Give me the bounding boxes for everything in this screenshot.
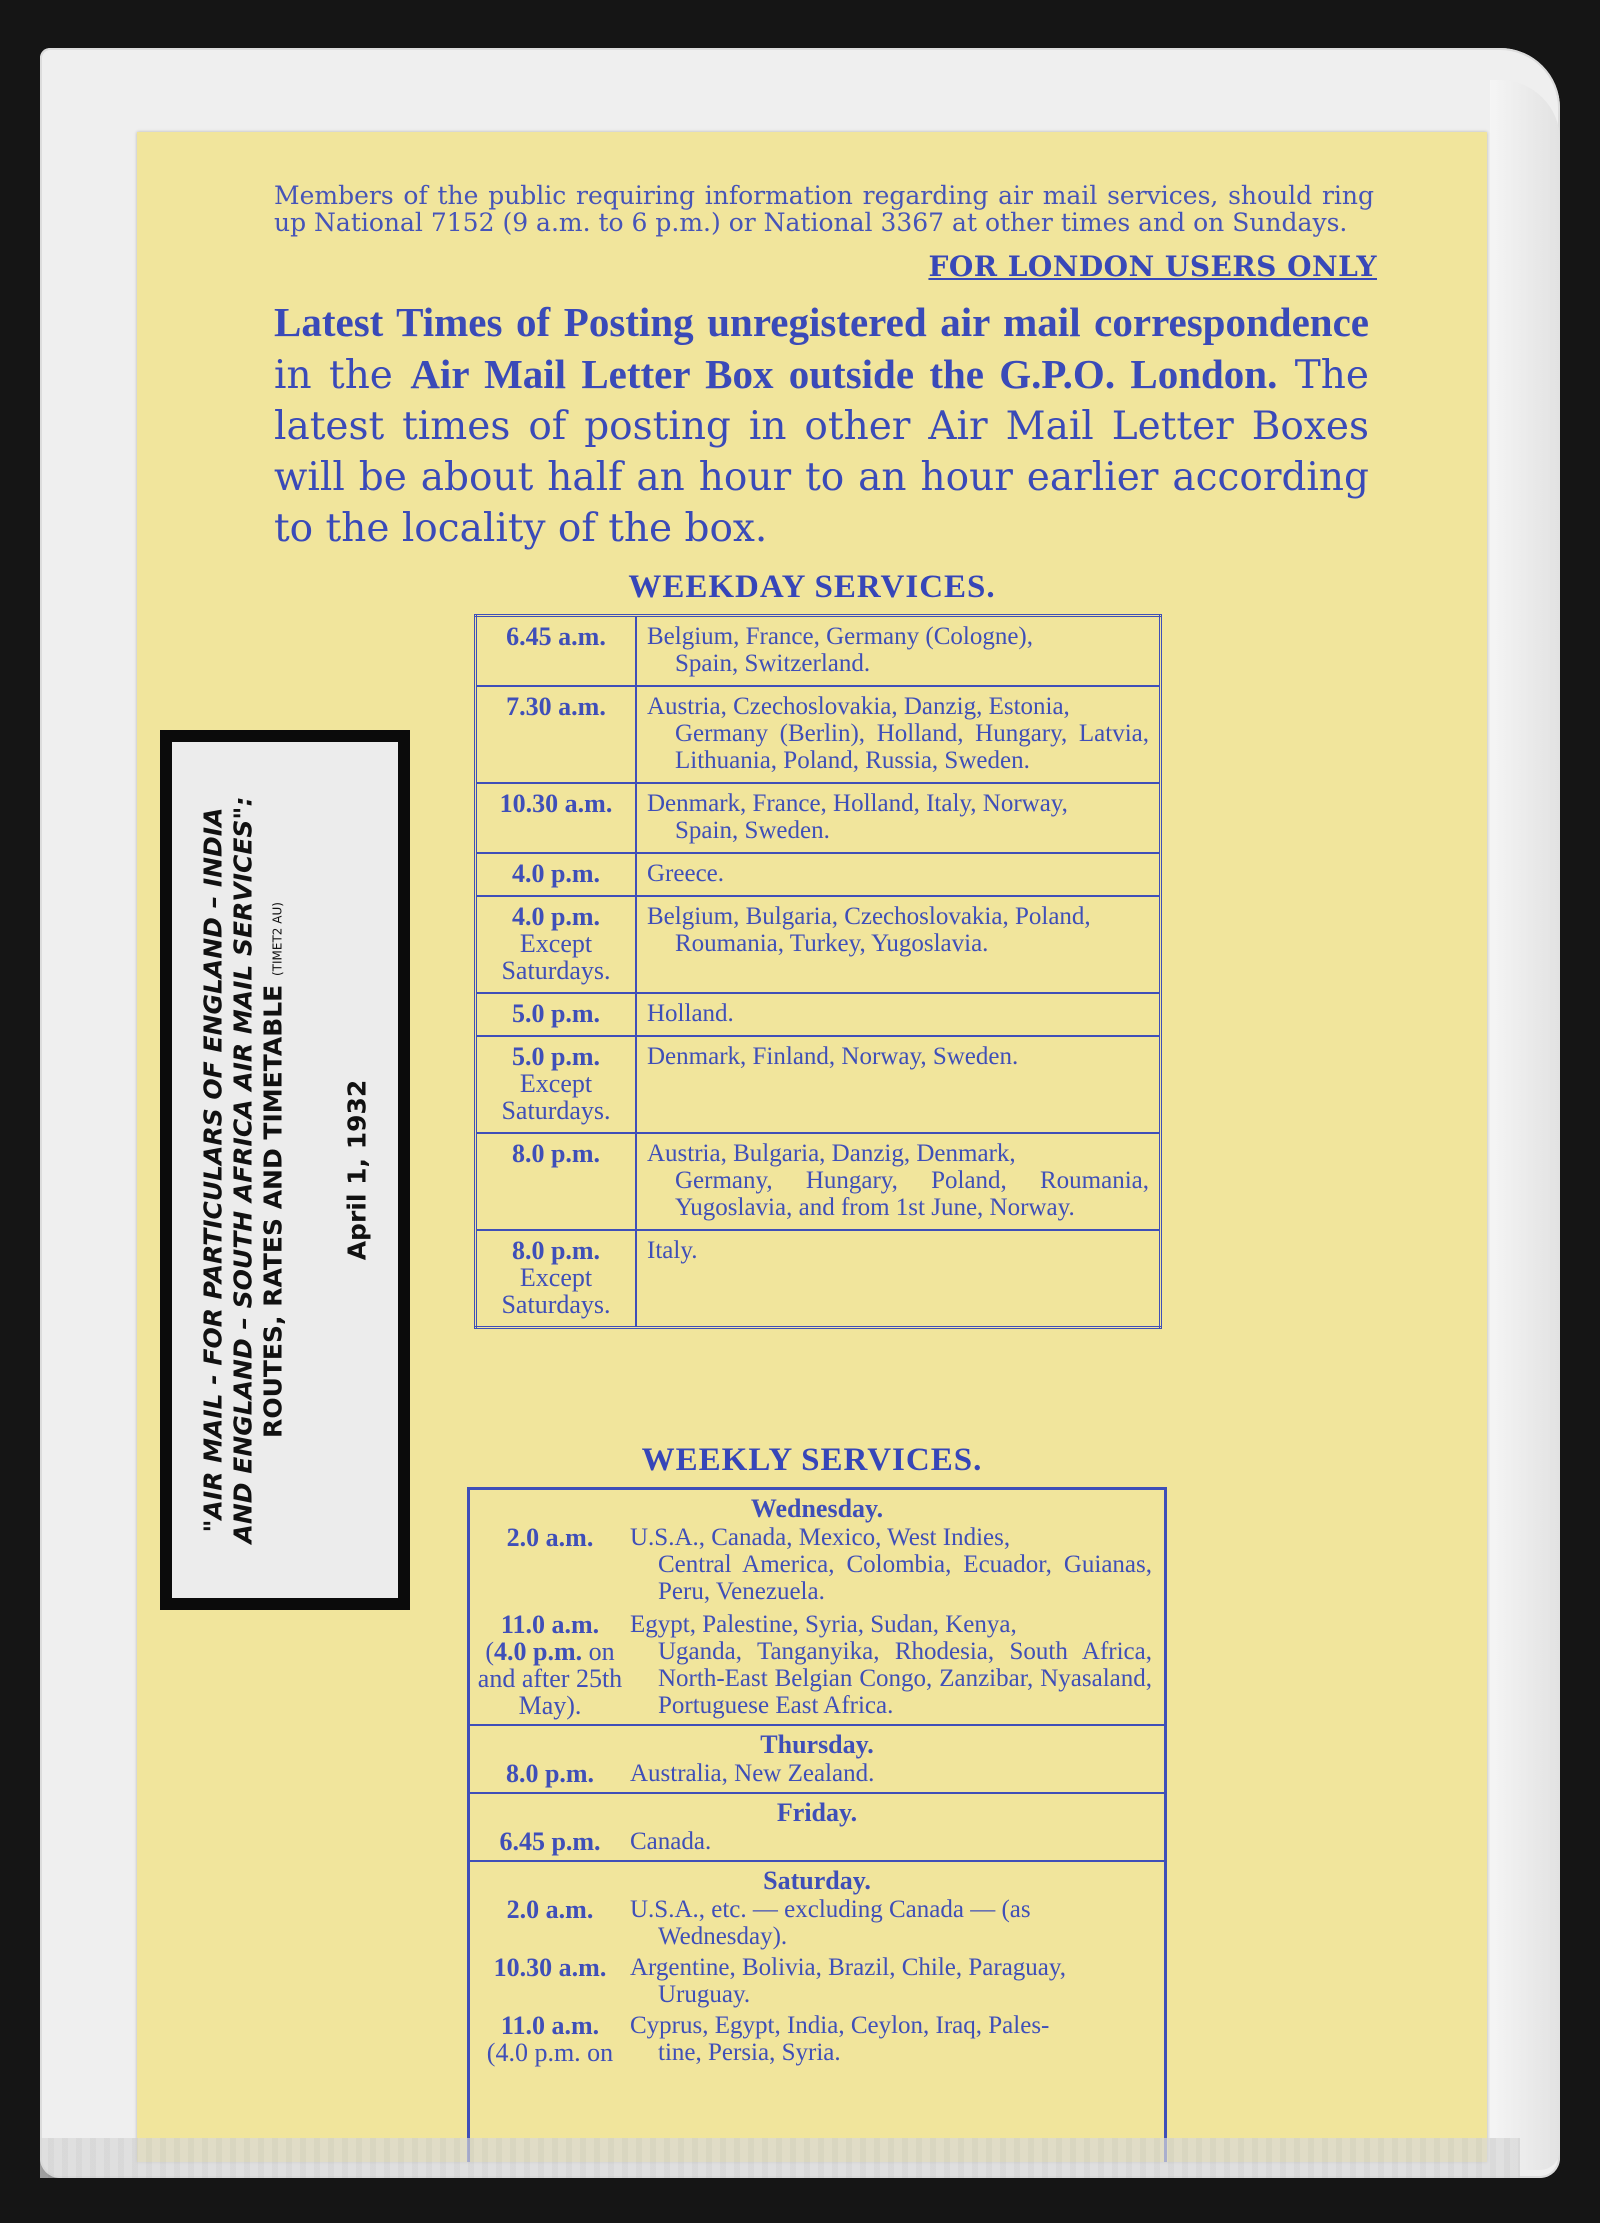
table-row bbox=[476, 1230, 1161, 1328]
destinations-line: Cyprus, Egypt, India, Ceylon, Iraq, Pales- bbox=[630, 2012, 1050, 2039]
table-row bbox=[470, 1954, 1164, 2008]
post-time: 2.0 a.m. bbox=[506, 1523, 594, 1552]
table-row bbox=[476, 853, 1161, 896]
post-time-main: 10.30 a.m. bbox=[499, 789, 613, 818]
destinations-line: Holland. bbox=[647, 1000, 734, 1027]
post-time bbox=[476, 616, 637, 687]
destinations bbox=[630, 1524, 1164, 1605]
post-time bbox=[476, 1133, 637, 1230]
destinations bbox=[630, 2012, 1164, 2066]
table-row bbox=[476, 783, 1161, 853]
destinations-line: Uganda, Tanganyika, Rhodesia, South Africa, North-East Belgian Congo, Zanzibar, Nyasaland, Portuguese East Africa. bbox=[658, 1638, 1152, 1719]
post-time-main: 8.0 p.m. bbox=[511, 1139, 601, 1168]
post-time bbox=[470, 2012, 630, 2066]
destinations bbox=[636, 853, 1161, 896]
note-paren: ( bbox=[485, 1637, 495, 1666]
destinations-line: Egypt, Palestine, Syria, Sudan, Kenya, bbox=[630, 1611, 1017, 1638]
post-time-note: Except Saturdays. bbox=[501, 929, 611, 985]
destinations-line: Denmark, Finland, Norway, Sweden. bbox=[647, 1043, 1019, 1070]
destinations: Australia, New Zealand. bbox=[630, 1760, 875, 1787]
destinations-line: Belgium, Bulgaria, Czechoslovakia, Poland, bbox=[647, 903, 1091, 930]
table-row bbox=[470, 1611, 1164, 1719]
day-heading-thursday: Thursday. bbox=[760, 1730, 874, 1759]
destinations bbox=[636, 1230, 1161, 1328]
table-row bbox=[476, 686, 1161, 783]
destinations-line: Denmark, France, Holland, Italy, Norway, bbox=[647, 790, 1068, 817]
album-description-label bbox=[160, 730, 410, 1610]
destinations bbox=[636, 616, 1161, 687]
label-date: April 1, 1932 bbox=[342, 1079, 372, 1261]
destinations bbox=[636, 1036, 1161, 1133]
post-time bbox=[476, 993, 637, 1036]
note-text: on and after 25th May). bbox=[477, 1637, 623, 1720]
destinations: Canada. bbox=[630, 1828, 712, 1855]
post-time-note: Except Saturdays. bbox=[501, 1069, 611, 1125]
destinations-line: Greece. bbox=[647, 860, 725, 887]
post-time-main: 6.45 a.m. bbox=[506, 622, 606, 651]
destinations-line: Spain, Switzerland. bbox=[675, 650, 871, 677]
day-heading-wednesday: Wednesday. bbox=[750, 1494, 884, 1523]
post-time-note: Except Saturdays. bbox=[501, 1263, 611, 1319]
destinations-line: Spain, Sweden. bbox=[675, 817, 830, 844]
table-row bbox=[476, 1133, 1161, 1230]
destinations bbox=[630, 1896, 1164, 1950]
post-time: 10.30 a.m. bbox=[493, 1953, 607, 1982]
weekday-services-table bbox=[474, 614, 1162, 1329]
post-time bbox=[476, 853, 637, 896]
weekly-services-table bbox=[467, 1487, 1167, 2162]
table-row bbox=[470, 1524, 1164, 1605]
destinations bbox=[636, 993, 1161, 1036]
destinations-line: Central America, Colombia, Ecuador, Guianas, Peru, Venezuela. bbox=[658, 1551, 1152, 1605]
sleeve-edge bbox=[1490, 80, 1560, 2170]
table-row bbox=[476, 1036, 1161, 1133]
destinations-line: Belgium, France, Germany (Cologne), bbox=[647, 623, 1034, 650]
post-time-main: 5.0 p.m. bbox=[511, 999, 601, 1028]
destinations-line: Germany, Hungary, Poland, Roumania, Yugoslavia, and from 1st June, Norway. bbox=[675, 1167, 1149, 1221]
table-row bbox=[476, 896, 1161, 993]
posting-times-headline bbox=[274, 297, 1369, 554]
day-heading-saturday: Saturday. bbox=[763, 1866, 871, 1895]
destinations-line: Roumania, Turkey, Yugoslavia. bbox=[675, 930, 989, 957]
post-time: 8.0 p.m. bbox=[505, 1759, 595, 1788]
post-time-main: 4.0 p.m. bbox=[511, 902, 601, 931]
destinations-line: Germany (Berlin), Holland, Hungary, Latvia, Lithuania, Poland, Russia, Sweden. bbox=[675, 720, 1149, 774]
post-time-main: 11.0 a.m. bbox=[500, 2011, 600, 2040]
label-line-2: AND ENGLAND – SOUTH AFRICA AIR MAIL SERVICES": bbox=[228, 796, 258, 1544]
post-time-main: 8.0 p.m. bbox=[511, 1236, 601, 1265]
destinations-line: Argentine, Bolivia, Brazil, Chile, Paraguay, bbox=[630, 1954, 1067, 1981]
table-row bbox=[470, 1896, 1164, 1950]
label-card bbox=[172, 742, 398, 1598]
destinations bbox=[630, 1611, 1164, 1719]
note-time: 4.0 p.m. bbox=[494, 1637, 583, 1666]
post-time bbox=[476, 783, 637, 853]
table-row bbox=[470, 1760, 1164, 1787]
headline-rest: The latest times of posting in other Air Mail Letter Boxes will be about half an hour to an hour earlier according to the locality of the box. bbox=[274, 353, 1369, 551]
destinations-line: U.S.A., etc. — excluding Canada — (as bbox=[630, 1896, 1031, 1923]
label-text-rotated bbox=[199, 760, 372, 1580]
destinations bbox=[636, 686, 1161, 783]
table-row bbox=[470, 2012, 1164, 2066]
label-catalog-code: (TIMET2 AU) bbox=[270, 902, 285, 977]
table-row bbox=[476, 616, 1161, 687]
destinations-line: Uruguay. bbox=[658, 1981, 751, 2008]
destinations-line: Austria, Bulgaria, Danzig, Denmark, bbox=[647, 1140, 1016, 1167]
destinations bbox=[630, 1954, 1164, 2008]
table-row bbox=[470, 1828, 1164, 1855]
destinations bbox=[636, 783, 1161, 853]
destinations-line: Italy. bbox=[647, 1237, 698, 1264]
intro-text: Members of the public requiring information regarding air mail services, should ring up National 7152 (9 a.m. to 6 p.m.) or National 3367 at other times and on Sundays. bbox=[274, 181, 1374, 237]
post-time-main: 11.0 a.m. bbox=[500, 1610, 600, 1639]
headline-bold-1: Latest Times of Posting unregistered air mail correspondence bbox=[274, 299, 1369, 345]
post-time bbox=[476, 1230, 637, 1328]
label-line-3-text: ROUTES, RATES AND TIMETABLE bbox=[258, 984, 288, 1438]
post-time bbox=[476, 686, 637, 783]
weekly-services-title: WEEKLY SERVICES. bbox=[641, 1442, 983, 1478]
table-row bbox=[476, 993, 1161, 1036]
sleeve-bottom-strip bbox=[40, 2138, 1520, 2178]
headline-mid: in the bbox=[274, 353, 411, 398]
post-time-main: 7.30 a.m. bbox=[506, 692, 606, 721]
label-line-3 bbox=[259, 760, 293, 1580]
destinations-line: tine, Persia, Syria. bbox=[658, 2039, 841, 2066]
headline-bold-2: Air Mail Letter Box outside the G.P.O. London. bbox=[410, 351, 1278, 397]
destinations-line: Austria, Czechoslovakia, Danzig, Estonia, bbox=[647, 693, 1070, 720]
label-line-1: "AIR MAIL - FOR PARTICULARS OF ENGLAND – INDIA bbox=[198, 807, 228, 1533]
london-users-heading: FOR LONDON USERS ONLY bbox=[928, 250, 1377, 283]
day-heading-friday: Friday. bbox=[776, 1798, 858, 1827]
post-time: 6.45 p.m. bbox=[499, 1827, 601, 1856]
post-time-main: 5.0 p.m. bbox=[511, 1042, 601, 1071]
destinations bbox=[636, 896, 1161, 993]
destinations bbox=[636, 1133, 1161, 1230]
destinations-line: U.S.A., Canada, Mexico, West Indies, bbox=[630, 1524, 1011, 1551]
post-time bbox=[476, 896, 637, 993]
post-time bbox=[470, 1611, 630, 1719]
weekday-services-title: WEEKDAY SERVICES. bbox=[628, 569, 996, 605]
post-time-note: (4.0 p.m. on bbox=[486, 2038, 614, 2067]
post-time bbox=[476, 1036, 637, 1133]
post-time: 2.0 a.m. bbox=[506, 1895, 594, 1924]
post-time-note bbox=[478, 1637, 622, 1720]
post-time-main: 4.0 p.m. bbox=[511, 859, 601, 888]
destinations-line: Wednesday). bbox=[658, 1923, 788, 1950]
